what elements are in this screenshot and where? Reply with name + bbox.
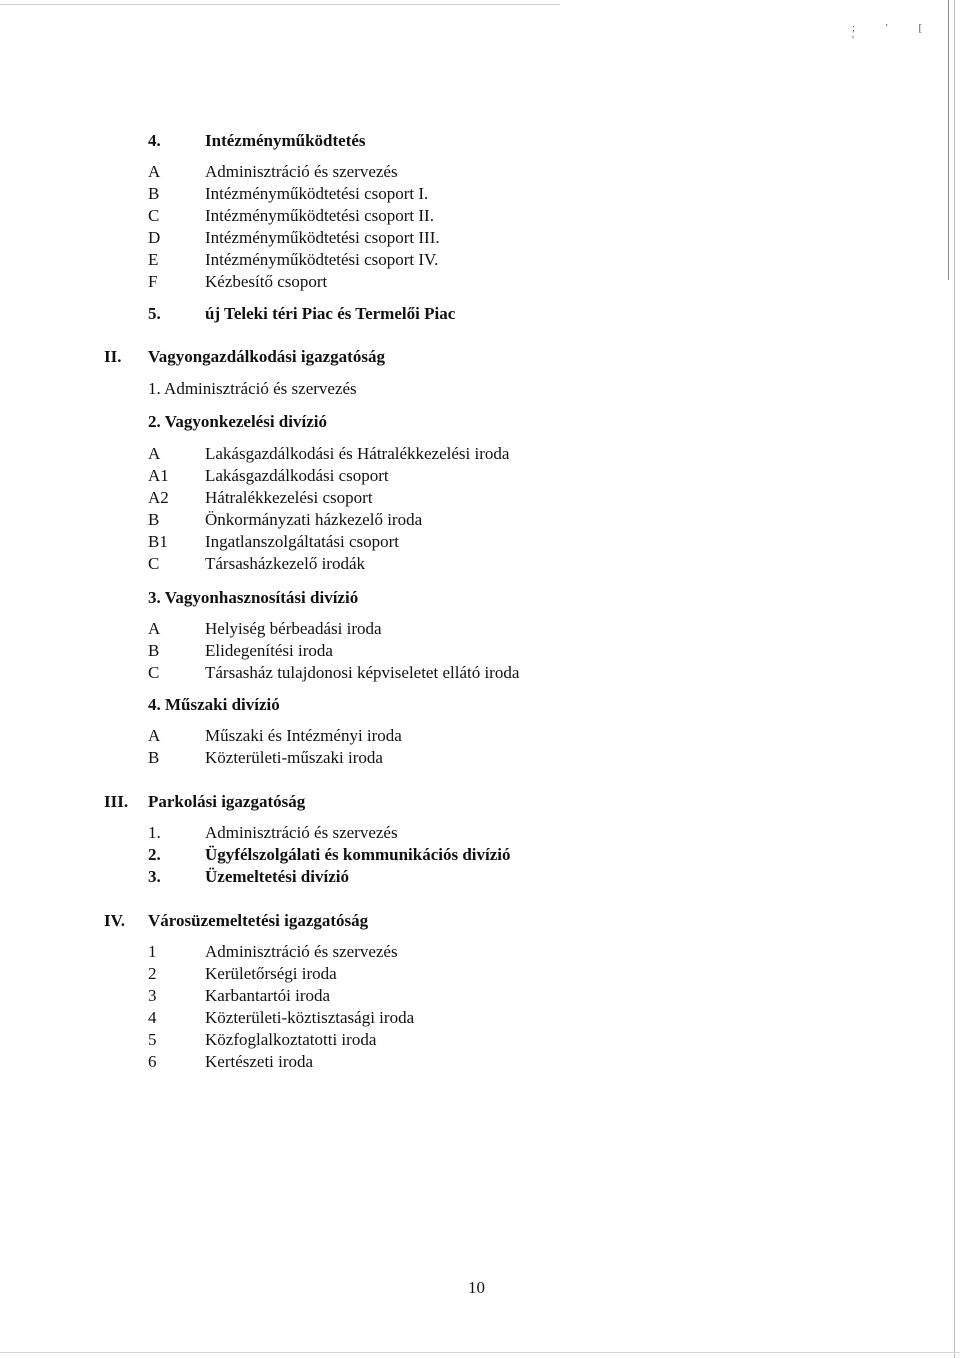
list-item-label: Elidegenítési iroda xyxy=(205,641,333,660)
list-item-code: E xyxy=(148,250,159,269)
list-item-label: Adminisztráció és szervezés xyxy=(205,162,398,181)
list-item-label: Közterületi-műszaki iroda xyxy=(205,748,383,767)
list-item-label: Helyiség bérbeadási iroda xyxy=(205,619,382,638)
list-item-code: 6 xyxy=(148,1052,157,1071)
chapter-ii-title: Vagyongazdálkodási igazgatóság xyxy=(148,347,385,366)
chapter-iii-title: Parkolási igazgatóság xyxy=(148,792,306,811)
list-item-label: Kerületőrségi iroda xyxy=(205,964,337,983)
division-heading: 3. Vagyonhasznosítási divízió xyxy=(148,588,359,607)
list-item-code: D xyxy=(148,228,161,247)
list-item-label: Karbantartói iroda xyxy=(205,986,331,1005)
list-item-label: Üzemeltetési divízió xyxy=(205,867,349,886)
list-item-code: C xyxy=(148,663,160,682)
list-item-code: A xyxy=(148,162,161,181)
chapter-iv-title: Városüzemeltetési igazgatóság xyxy=(148,911,369,930)
list-item-label: Társasházkezelő irodák xyxy=(205,554,365,573)
section-5-number: 5. xyxy=(148,304,161,323)
division-heading: 2. Vagyonkezelési divízió xyxy=(148,412,327,431)
division-heading: 4. Műszaki divízió xyxy=(148,695,280,714)
list-item-label: Ingatlanszolgáltatási csoport xyxy=(205,532,400,551)
list-item-code: A2 xyxy=(148,488,169,507)
list-item-code: 2 xyxy=(148,964,157,983)
list-item-code: F xyxy=(148,272,158,291)
list-item-code: A xyxy=(148,444,161,463)
list-item-label: Közfoglalkoztatotti iroda xyxy=(205,1030,377,1049)
list-item-label: Intézményműködtetési csoport II. xyxy=(205,206,434,225)
list-item-label: Intézményműködtetési csoport III. xyxy=(205,228,440,247)
list-item-code: C xyxy=(148,206,160,225)
page-number: 10 xyxy=(468,1278,485,1297)
list-item-code: 1 xyxy=(148,942,157,961)
list-item-label: Adminisztráció és szervezés xyxy=(205,823,398,842)
division-item: 1. Adminisztráció és szervezés xyxy=(148,379,357,398)
list-item-code: 2. xyxy=(148,845,161,864)
list-item-label: Lakásgazdálkodási és Hátralékkezelési iroda xyxy=(205,444,510,463)
section-5-title: új Teleki téri Piac és Termelői Piac xyxy=(205,304,456,323)
list-item-label: Kézbesítő csoport xyxy=(205,272,328,291)
list-item-label: Adminisztráció és szervezés xyxy=(205,942,398,961)
chapter-ii-numeral: II. xyxy=(104,347,122,366)
scan-edge-right xyxy=(954,0,955,1358)
list-item-code: B1 xyxy=(148,532,168,551)
scan-corner-marks: ; ' [ ' xyxy=(852,22,937,46)
list-item-label: Önkormányzati házkezelő iroda xyxy=(205,510,423,529)
list-item-label: Ügyfélszolgálati és kommunikációs divízió xyxy=(205,845,511,864)
list-item-label: Kertészeti iroda xyxy=(205,1052,314,1071)
list-item-code: A xyxy=(148,619,161,638)
list-item-code: A1 xyxy=(148,466,169,485)
list-item-code: B xyxy=(148,641,160,660)
chapter-iii-numeral: III. xyxy=(104,792,129,811)
scan-edge-bottom xyxy=(0,1352,960,1353)
list-item-code: C xyxy=(148,554,160,573)
section-4-title: Intézményműködtetés xyxy=(205,131,366,150)
list-item-label: Intézményműködtetési csoport I. xyxy=(205,184,429,203)
list-item-code: 1. xyxy=(148,823,161,842)
list-item-code: 3. xyxy=(148,867,161,886)
list-item-label: Lakásgazdálkodási csoport xyxy=(205,466,389,485)
list-item-code: B xyxy=(148,184,160,203)
list-item-label: Társasház tulajdonosi képviseletet ellátó iroda xyxy=(205,663,520,682)
list-item-code: 5 xyxy=(148,1030,157,1049)
list-item-code: B xyxy=(148,748,160,767)
list-item-label: Intézményműködtetési csoport IV. xyxy=(205,250,439,269)
list-item-label: Műszaki és Intézményi iroda xyxy=(205,726,402,745)
list-item-code: A xyxy=(148,726,161,745)
chapter-iv-numeral: IV. xyxy=(104,911,125,930)
list-item-code: 4 xyxy=(148,1008,157,1027)
list-item-code: B xyxy=(148,510,160,529)
list-item-code: 3 xyxy=(148,986,157,1005)
list-item-label: Közterületi-köztisztasági iroda xyxy=(205,1008,415,1027)
scan-edge-top xyxy=(0,4,560,5)
section-4-number: 4. xyxy=(148,131,161,150)
list-item-label: Hátralékkezelési csoport xyxy=(205,488,373,507)
